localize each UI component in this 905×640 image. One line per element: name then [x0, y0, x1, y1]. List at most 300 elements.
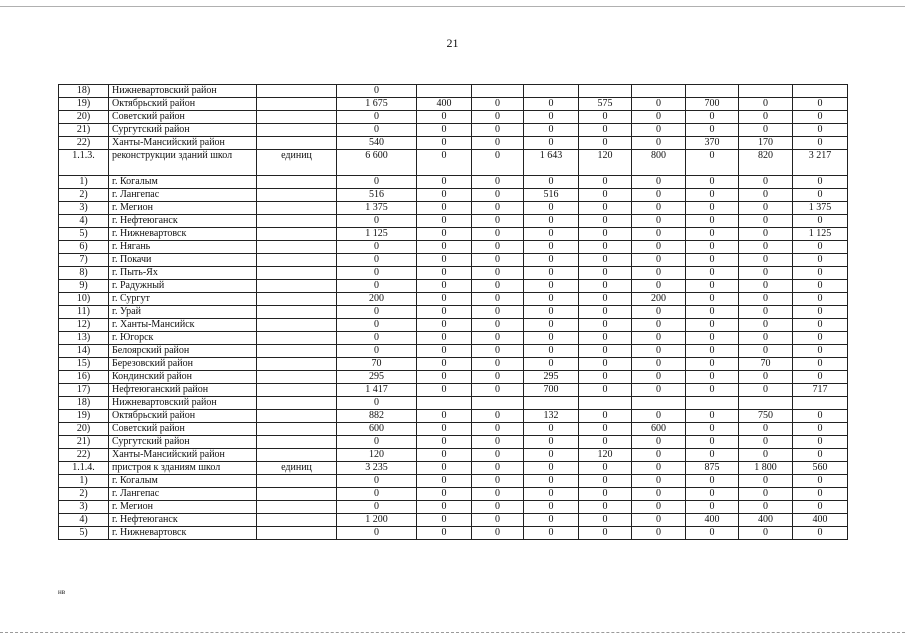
- value-cell: 400: [739, 514, 793, 527]
- row-number-cell: 4): [59, 514, 109, 527]
- value-cell: [524, 85, 579, 98]
- value-cell: 1 125: [337, 228, 417, 241]
- table-row: [59, 176, 848, 189]
- value-cell: 0: [739, 189, 793, 202]
- value-cell: 0: [686, 488, 739, 501]
- row-name-cell: Октябрьский район: [109, 98, 257, 111]
- table-row: [59, 527, 848, 540]
- value-cell: 0: [417, 475, 472, 488]
- row-name-cell: г. Когалым: [109, 176, 257, 189]
- page-bottom-edge: [0, 632, 905, 634]
- value-cell: 0: [793, 176, 848, 189]
- row-unit-cell: [257, 189, 337, 202]
- value-cell: 0: [632, 254, 686, 267]
- value-cell: 0: [632, 449, 686, 462]
- table-row: [59, 410, 848, 423]
- value-cell: 0: [632, 202, 686, 215]
- row-unit-cell: единиц: [257, 150, 337, 176]
- table-row: [59, 488, 848, 501]
- value-cell: 0: [739, 384, 793, 397]
- value-cell: 0: [524, 345, 579, 358]
- table-row: [59, 85, 848, 98]
- value-cell: 0: [472, 189, 524, 202]
- value-cell: 0: [686, 254, 739, 267]
- row-name-cell: г. Мегион: [109, 501, 257, 514]
- value-cell: 0: [417, 293, 472, 306]
- row-unit-cell: [257, 332, 337, 345]
- row-number-cell: 5): [59, 527, 109, 540]
- value-cell: 0: [739, 319, 793, 332]
- value-cell: 0: [579, 423, 632, 436]
- row-number-cell: 22): [59, 137, 109, 150]
- value-cell: 1 643: [524, 150, 579, 176]
- table-row: [59, 384, 848, 397]
- value-cell: 575: [579, 98, 632, 111]
- value-cell: 540: [337, 137, 417, 150]
- table-row: [59, 124, 848, 137]
- value-cell: [579, 397, 632, 410]
- row-unit-cell: единиц: [257, 462, 337, 475]
- row-unit-cell: [257, 514, 337, 527]
- table-row: [59, 514, 848, 527]
- value-cell: 0: [337, 475, 417, 488]
- row-number-cell: 17): [59, 384, 109, 397]
- value-cell: [793, 397, 848, 410]
- value-cell: 516: [337, 189, 417, 202]
- value-cell: 0: [417, 176, 472, 189]
- value-cell: 0: [524, 111, 579, 124]
- row-number-cell: 4): [59, 215, 109, 228]
- value-cell: 0: [472, 514, 524, 527]
- value-cell: 0: [524, 293, 579, 306]
- value-cell: 0: [739, 488, 793, 501]
- value-cell: 1 375: [337, 202, 417, 215]
- value-cell: 0: [686, 202, 739, 215]
- row-name-cell: Нижневартовский район: [109, 397, 257, 410]
- row-unit-cell: [257, 228, 337, 241]
- row-unit-cell: [257, 410, 337, 423]
- table-row: [59, 436, 848, 449]
- value-cell: 0: [579, 410, 632, 423]
- value-cell: 0: [739, 228, 793, 241]
- value-cell: 370: [686, 137, 739, 150]
- value-cell: 0: [686, 501, 739, 514]
- value-cell: 295: [337, 371, 417, 384]
- value-cell: 0: [686, 319, 739, 332]
- value-cell: 0: [579, 215, 632, 228]
- value-cell: 0: [417, 241, 472, 254]
- value-cell: 0: [793, 306, 848, 319]
- value-cell: [632, 85, 686, 98]
- row-number-cell: 14): [59, 345, 109, 358]
- page-number: 21: [446, 36, 459, 50]
- value-cell: [686, 397, 739, 410]
- value-cell: 0: [632, 332, 686, 345]
- row-number-cell: 3): [59, 501, 109, 514]
- value-cell: 0: [793, 501, 848, 514]
- row-number-cell: 18): [59, 85, 109, 98]
- row-unit-cell: [257, 475, 337, 488]
- value-cell: 200: [632, 293, 686, 306]
- row-number-cell: 1): [59, 176, 109, 189]
- row-unit-cell: [257, 202, 337, 215]
- value-cell: 0: [579, 527, 632, 540]
- value-cell: [686, 85, 739, 98]
- value-cell: 0: [793, 488, 848, 501]
- value-cell: 0: [632, 306, 686, 319]
- value-cell: 0: [632, 527, 686, 540]
- table-row: [59, 293, 848, 306]
- value-cell: 0: [579, 475, 632, 488]
- value-cell: 0: [524, 267, 579, 280]
- row-name-cell: г. Нягань: [109, 241, 257, 254]
- value-cell: 0: [472, 488, 524, 501]
- row-name-cell: г. Лангепас: [109, 189, 257, 202]
- row-unit-cell: [257, 124, 337, 137]
- value-cell: 0: [686, 228, 739, 241]
- row-unit-cell: [257, 319, 337, 332]
- value-cell: 6 600: [337, 150, 417, 176]
- row-number-cell: 2): [59, 189, 109, 202]
- row-number-cell: 20): [59, 111, 109, 124]
- value-cell: 0: [579, 436, 632, 449]
- value-cell: 0: [417, 501, 472, 514]
- table-row: [59, 98, 848, 111]
- row-unit-cell: [257, 449, 337, 462]
- value-cell: 882: [337, 410, 417, 423]
- value-cell: 0: [739, 436, 793, 449]
- value-cell: 0: [739, 111, 793, 124]
- value-cell: 0: [686, 332, 739, 345]
- value-cell: 400: [686, 514, 739, 527]
- value-cell: 0: [632, 176, 686, 189]
- row-number-cell: 1.1.4.: [59, 462, 109, 475]
- row-name-cell: Советский район: [109, 423, 257, 436]
- value-cell: 120: [579, 449, 632, 462]
- table-row: [59, 371, 848, 384]
- value-cell: [472, 85, 524, 98]
- row-name-cell: г. Ханты-Мансийск: [109, 319, 257, 332]
- value-cell: 0: [579, 514, 632, 527]
- row-name-cell: Березовский район: [109, 358, 257, 371]
- value-cell: 0: [524, 449, 579, 462]
- row-number-cell: 21): [59, 124, 109, 137]
- value-cell: 0: [739, 501, 793, 514]
- value-cell: 0: [579, 371, 632, 384]
- value-cell: 0: [417, 527, 472, 540]
- table-row: [59, 306, 848, 319]
- value-cell: 820: [739, 150, 793, 176]
- value-cell: 120: [337, 449, 417, 462]
- value-cell: 0: [632, 241, 686, 254]
- value-cell: 0: [472, 332, 524, 345]
- value-cell: 0: [686, 150, 739, 176]
- value-cell: 0: [524, 436, 579, 449]
- value-cell: 0: [472, 462, 524, 475]
- row-number-cell: 12): [59, 319, 109, 332]
- value-cell: 0: [417, 306, 472, 319]
- value-cell: 200: [337, 293, 417, 306]
- value-cell: 0: [632, 475, 686, 488]
- value-cell: 0: [417, 514, 472, 527]
- value-cell: [579, 85, 632, 98]
- value-cell: 0: [579, 228, 632, 241]
- value-cell: 0: [417, 423, 472, 436]
- value-cell: 0: [686, 215, 739, 228]
- value-cell: 0: [793, 241, 848, 254]
- value-cell: 70: [337, 358, 417, 371]
- value-cell: 0: [793, 527, 848, 540]
- row-number-cell: 1): [59, 475, 109, 488]
- value-cell: 0: [472, 527, 524, 540]
- row-unit-cell: [257, 176, 337, 189]
- value-cell: 0: [793, 436, 848, 449]
- value-cell: 0: [417, 410, 472, 423]
- value-cell: 0: [524, 137, 579, 150]
- value-cell: 1 675: [337, 98, 417, 111]
- value-cell: 1 125: [793, 228, 848, 241]
- table-row: [59, 397, 848, 410]
- row-name-cell: Советский район: [109, 111, 257, 124]
- value-cell: 0: [793, 332, 848, 345]
- value-cell: 0: [579, 501, 632, 514]
- row-number-cell: 19): [59, 410, 109, 423]
- value-cell: [793, 85, 848, 98]
- value-cell: 0: [472, 137, 524, 150]
- value-cell: 0: [472, 475, 524, 488]
- value-cell: 0: [632, 267, 686, 280]
- value-cell: 0: [632, 189, 686, 202]
- row-number-cell: 20): [59, 423, 109, 436]
- value-cell: 0: [337, 345, 417, 358]
- value-cell: 0: [472, 423, 524, 436]
- value-cell: 0: [632, 514, 686, 527]
- value-cell: 0: [524, 462, 579, 475]
- value-cell: 0: [472, 202, 524, 215]
- value-cell: 0: [632, 462, 686, 475]
- value-cell: 0: [524, 514, 579, 527]
- value-cell: 0: [686, 280, 739, 293]
- value-cell: 0: [417, 436, 472, 449]
- row-unit-cell: [257, 254, 337, 267]
- value-cell: 0: [472, 124, 524, 137]
- value-cell: 0: [417, 319, 472, 332]
- row-number-cell: 6): [59, 241, 109, 254]
- value-cell: 0: [739, 254, 793, 267]
- value-cell: 0: [524, 306, 579, 319]
- value-cell: 0: [793, 423, 848, 436]
- value-cell: 0: [793, 410, 848, 423]
- value-cell: 0: [686, 176, 739, 189]
- value-cell: 0: [686, 384, 739, 397]
- table-row: [59, 423, 848, 436]
- value-cell: 717: [793, 384, 848, 397]
- row-unit-cell: [257, 371, 337, 384]
- value-cell: 0: [793, 215, 848, 228]
- value-cell: 0: [793, 280, 848, 293]
- row-name-cell: Белоярский район: [109, 345, 257, 358]
- table-row: [59, 228, 848, 241]
- row-name-cell: пристроя к зданиям школ: [109, 462, 257, 475]
- value-cell: 0: [686, 345, 739, 358]
- value-cell: 0: [417, 202, 472, 215]
- row-unit-cell: [257, 98, 337, 111]
- value-cell: 0: [337, 85, 417, 98]
- row-name-cell: г. Нижневартовск: [109, 527, 257, 540]
- value-cell: 120: [579, 150, 632, 176]
- value-cell: 0: [579, 267, 632, 280]
- row-number-cell: 7): [59, 254, 109, 267]
- row-name-cell: г. Радужный: [109, 280, 257, 293]
- row-unit-cell: [257, 85, 337, 98]
- value-cell: 0: [337, 254, 417, 267]
- value-cell: 0: [524, 332, 579, 345]
- value-cell: 0: [524, 241, 579, 254]
- value-cell: 0: [579, 358, 632, 371]
- row-name-cell: Октябрьский район: [109, 410, 257, 423]
- value-cell: 0: [337, 332, 417, 345]
- value-cell: 0: [524, 319, 579, 332]
- value-cell: 0: [579, 384, 632, 397]
- value-cell: 0: [739, 423, 793, 436]
- row-number-cell: 9): [59, 280, 109, 293]
- row-name-cell: г. Пыть-Ях: [109, 267, 257, 280]
- value-cell: 0: [793, 449, 848, 462]
- value-cell: 0: [632, 137, 686, 150]
- value-cell: 0: [337, 215, 417, 228]
- row-unit-cell: [257, 293, 337, 306]
- row-unit-cell: [257, 384, 337, 397]
- value-cell: 0: [632, 501, 686, 514]
- table-row: [59, 332, 848, 345]
- value-cell: [472, 397, 524, 410]
- value-cell: 0: [739, 527, 793, 540]
- value-cell: 0: [417, 267, 472, 280]
- value-cell: 0: [686, 423, 739, 436]
- value-cell: 0: [739, 371, 793, 384]
- value-cell: 0: [524, 176, 579, 189]
- value-cell: 0: [686, 410, 739, 423]
- value-cell: 600: [337, 423, 417, 436]
- value-cell: 0: [686, 436, 739, 449]
- value-cell: [417, 85, 472, 98]
- value-cell: 0: [739, 124, 793, 137]
- value-cell: 0: [417, 111, 472, 124]
- value-cell: 0: [417, 449, 472, 462]
- value-cell: 560: [793, 462, 848, 475]
- row-number-cell: 15): [59, 358, 109, 371]
- row-name-cell: Ханты-Мансийский район: [109, 137, 257, 150]
- value-cell: 0: [579, 254, 632, 267]
- row-unit-cell: [257, 306, 337, 319]
- table-row: [59, 449, 848, 462]
- value-cell: 0: [686, 124, 739, 137]
- table-row: [59, 280, 848, 293]
- value-cell: 0: [632, 215, 686, 228]
- value-cell: 0: [793, 111, 848, 124]
- value-cell: 0: [739, 176, 793, 189]
- value-cell: 400: [417, 98, 472, 111]
- page-top-edge: [0, 0, 905, 7]
- value-cell: 0: [739, 345, 793, 358]
- value-cell: 0: [793, 345, 848, 358]
- value-cell: 0: [686, 371, 739, 384]
- value-cell: 0: [686, 267, 739, 280]
- value-cell: 0: [472, 410, 524, 423]
- value-cell: 0: [417, 332, 472, 345]
- table-row: [59, 358, 848, 371]
- value-cell: 0: [472, 241, 524, 254]
- value-cell: 0: [524, 202, 579, 215]
- value-cell: 0: [337, 319, 417, 332]
- value-cell: 0: [337, 397, 417, 410]
- row-number-cell: 11): [59, 306, 109, 319]
- value-cell: 0: [632, 410, 686, 423]
- value-cell: 1 800: [739, 462, 793, 475]
- value-cell: 0: [686, 306, 739, 319]
- value-cell: 0: [417, 215, 472, 228]
- value-cell: 0: [632, 111, 686, 124]
- value-cell: 0: [524, 488, 579, 501]
- row-name-cell: г. Сургут: [109, 293, 257, 306]
- table-row: [59, 150, 848, 176]
- row-number-cell: 3): [59, 202, 109, 215]
- value-cell: 0: [579, 319, 632, 332]
- value-cell: 0: [417, 280, 472, 293]
- value-cell: 0: [524, 527, 579, 540]
- value-cell: 0: [337, 124, 417, 137]
- table-row: [59, 501, 848, 514]
- value-cell: 0: [632, 436, 686, 449]
- value-cell: 0: [579, 345, 632, 358]
- value-cell: 0: [524, 228, 579, 241]
- row-name-cell: Нефтеюганский район: [109, 384, 257, 397]
- table-row: [59, 475, 848, 488]
- table-row: [59, 189, 848, 202]
- value-cell: 0: [686, 241, 739, 254]
- value-cell: 0: [472, 215, 524, 228]
- table-row: [59, 254, 848, 267]
- row-name-cell: г. Мегион: [109, 202, 257, 215]
- value-cell: 0: [472, 384, 524, 397]
- value-cell: 0: [472, 98, 524, 111]
- row-number-cell: 1.1.3.: [59, 150, 109, 176]
- value-cell: 0: [793, 358, 848, 371]
- value-cell: 3 217: [793, 150, 848, 176]
- value-cell: 0: [472, 111, 524, 124]
- value-cell: 0: [632, 358, 686, 371]
- row-unit-cell: [257, 137, 337, 150]
- value-cell: [739, 85, 793, 98]
- value-cell: 0: [793, 254, 848, 267]
- value-cell: 0: [417, 137, 472, 150]
- value-cell: 0: [337, 176, 417, 189]
- value-cell: 0: [632, 280, 686, 293]
- value-cell: 0: [632, 98, 686, 111]
- value-cell: 0: [632, 319, 686, 332]
- value-cell: 0: [739, 267, 793, 280]
- row-number-cell: 2): [59, 488, 109, 501]
- value-cell: 0: [337, 241, 417, 254]
- value-cell: 0: [793, 267, 848, 280]
- value-cell: 1 200: [337, 514, 417, 527]
- row-name-cell: г. Лангепас: [109, 488, 257, 501]
- value-cell: 1 417: [337, 384, 417, 397]
- footer-mark: нв: [58, 588, 66, 596]
- row-name-cell: г. Нефтеюганск: [109, 215, 257, 228]
- row-name-cell: Нижневартовский район: [109, 85, 257, 98]
- value-cell: 0: [524, 254, 579, 267]
